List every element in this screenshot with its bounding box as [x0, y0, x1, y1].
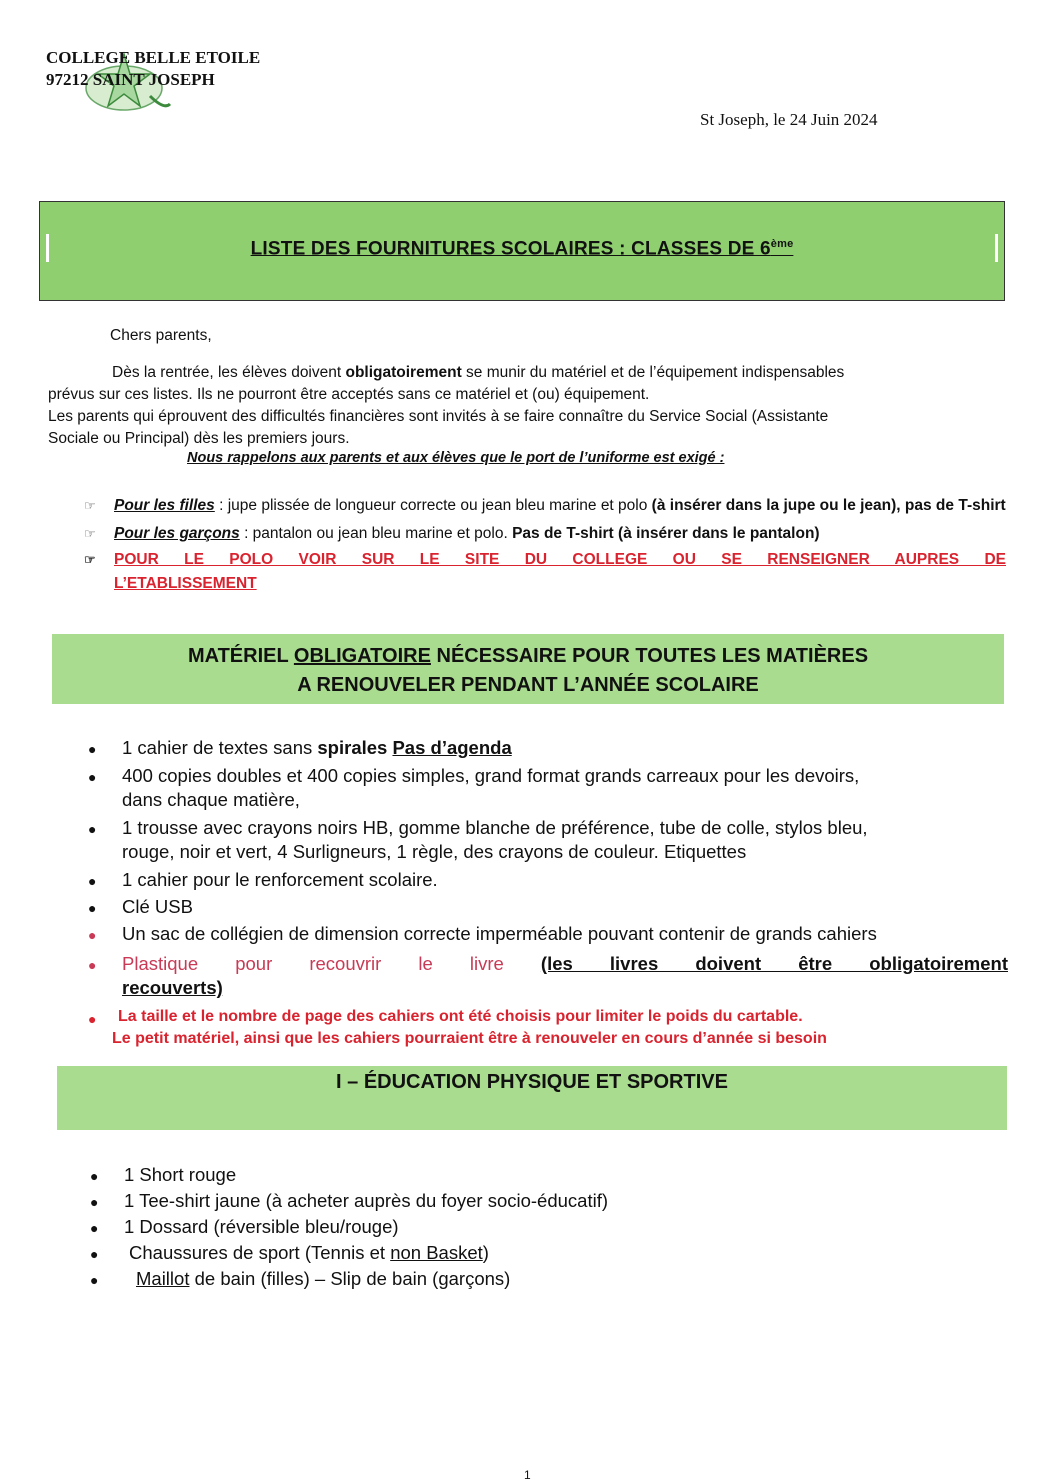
- section-materials-line1: [52, 642, 1004, 671]
- item3-line2: rouge, noir et vert, 4 Surligneurs, 1 règle, des crayons de couleur. Etiquettes: [122, 841, 747, 862]
- item4-text: 1 cahier pour le renforcement scolaire.: [122, 869, 438, 890]
- uniform-item-polo: [84, 548, 1006, 596]
- intro-p1-line1: [48, 362, 1004, 384]
- intro-p1-text-b: se munir du matériel et de l’équipement indispensables: [461, 364, 845, 381]
- eps-item4-underlined: non Basket: [390, 1242, 483, 1263]
- school-name: [46, 47, 260, 91]
- page-number: 1: [524, 1468, 531, 1482]
- materials-list: [88, 736, 1008, 1050]
- bullet-icon: ●: [88, 873, 97, 889]
- section1-line1-a: MATÉRIEL: [187, 645, 294, 667]
- item7-line1: [122, 952, 1008, 976]
- page-title-sup: ème: [770, 238, 794, 250]
- intro-p1-line2: prévus sur ces listes. Ils ne pourront être acceptés sans ce matériel et (ou) équipement.: [48, 386, 650, 403]
- eps-list: [90, 1163, 1010, 1291]
- item1-underlined: Pas d’agenda: [392, 737, 512, 758]
- bullet-icon: ●: [88, 821, 97, 837]
- item6-text: Un sac de collégien de dimension correcte imperméable pouvant contenir de grands cahiers: [122, 923, 877, 944]
- eps-item3: 1 Dossard (réversible bleu/rouge): [124, 1216, 399, 1237]
- page-title: [40, 238, 1004, 260]
- list-item: [88, 816, 1008, 864]
- bullet-icon: ●: [88, 957, 97, 973]
- boys-label: Pour les garçons: [114, 525, 240, 542]
- uniform-item-girls: [84, 494, 1006, 518]
- bullet-icon: ●: [88, 900, 97, 916]
- eps-item1: 1 Short rouge: [124, 1164, 237, 1185]
- girls-bold: (à insérer dans la jupe ou le jean), pas de T-shirt: [651, 497, 1006, 514]
- boys-text: : pantalon ou jean bleu marine et polo.: [239, 525, 513, 542]
- girls-label: Pour les filles: [114, 497, 215, 514]
- bullet-icon: ●: [90, 1246, 99, 1262]
- list-item: [90, 1267, 1010, 1291]
- pointing-hand-icon: ☞: [84, 526, 96, 541]
- greeting: Chers parents,: [110, 327, 212, 344]
- eps-item5-b: de bain (filles) – Slip de bain (garçons): [189, 1268, 511, 1289]
- intro-paragraph-1: [48, 362, 1004, 450]
- bullet-icon: ●: [88, 927, 97, 943]
- list-item: [88, 868, 1008, 892]
- bullet-icon: ●: [90, 1168, 99, 1184]
- list-item: [88, 1006, 1008, 1050]
- item8-line1: La taille et le nombre de page des cahiers ont été choisis pour limiter le poids du cartable.: [118, 1008, 803, 1025]
- section1-line1-b: NÉCESSAIRE POUR TOUTES LES MATIÈRES: [430, 645, 869, 667]
- item1-text: 1 cahier de textes sans: [122, 737, 318, 758]
- bullet-icon: ●: [90, 1272, 99, 1288]
- page-title-text: LISTE DES FOURNITURES SCOLAIRES : CLASSES DE 6: [250, 238, 771, 260]
- list-item: [88, 764, 1008, 812]
- item2-line2: dans chaque matière,: [122, 789, 300, 810]
- list-item: [88, 736, 1008, 760]
- eps-item4-a: Chaussures de sport (Tennis et: [129, 1242, 391, 1263]
- girls-text: : jupe plissée de longueur correcte ou jean bleu marine et polo: [214, 497, 652, 514]
- list-item: [90, 1189, 1010, 1213]
- item7-line2: [122, 976, 1008, 1000]
- school-line-2: 97212 SAINT JOSEPH: [46, 70, 215, 89]
- intro-p2-line1: Les parents qui éprouvent des difficultés financières sont invités à se faire connaître du Service Social (Assistante: [48, 408, 829, 425]
- intro-p2-line2: Sociale ou Principal) dès les premiers jours.: [48, 430, 350, 447]
- item5-text: Clé USB: [122, 896, 193, 917]
- list-item: [88, 895, 1008, 919]
- item1-bold: spirales: [317, 737, 388, 758]
- section-eps-title: I – ÉDUCATION PHYSIQUE ET SPORTIVE: [336, 1071, 728, 1093]
- section-materials-line2: A RENOUVELER PENDANT L’ANNÉE SCOLAIRE: [297, 674, 759, 696]
- letter-date: St Joseph, le 24 Juin 2024: [700, 110, 878, 129]
- list-item: [90, 1215, 1010, 1239]
- item7-bold-line1: (les livres doivent être obligatoirement: [540, 953, 1008, 974]
- eps-item4-b: ): [482, 1242, 489, 1263]
- intro-p1-text-a: Dès la rentrée, les élèves doivent: [112, 364, 346, 381]
- bullet-icon: ●: [88, 741, 97, 757]
- uniform-list: [84, 494, 1006, 596]
- item2-line1: 400 copies doubles et 400 copies simples, grand format grands carreaux pour les devoirs,: [122, 765, 860, 786]
- list-item: [90, 1163, 1010, 1187]
- title-box: [39, 201, 1005, 301]
- school-line-1: COLLEGE BELLE ETOILE: [46, 48, 261, 67]
- uniform-notice: Nous rappelons aux parents et aux élèves que le port de l’uniforme est exigé :: [187, 450, 725, 466]
- pointing-hand-icon: ☞: [84, 498, 96, 513]
- bullet-icon: ●: [90, 1220, 99, 1236]
- item7-text: Plastique pour recouvrir le livre: [122, 953, 541, 974]
- item7-bold-line2: recouverts): [122, 977, 223, 998]
- uniform-item-boys: [84, 522, 1006, 546]
- section-materials-header: [52, 634, 1004, 704]
- item3-line1: 1 trousse avec crayons noirs HB, gomme blanche de préférence, tube de colle, stylos bleu,: [122, 817, 868, 838]
- eps-item5-underlined: Maillot: [136, 1268, 190, 1289]
- section1-line1-underlined: OBLIGATOIRE: [293, 645, 431, 667]
- section-eps-header: [57, 1066, 1007, 1130]
- item8-line2: Le petit matériel, ainsi que les cahiers pourraient être à renouveler en cours d’année si besoin: [112, 1030, 827, 1047]
- bullet-icon: ●: [88, 769, 97, 785]
- list-item: [88, 922, 1008, 946]
- pointing-hand-icon: ☞: [84, 552, 96, 567]
- bullet-icon: ●: [88, 1011, 97, 1027]
- list-item: [88, 952, 1008, 1000]
- eps-item2: 1 Tee-shirt jaune (à acheter auprès du foyer socio-éducatif): [124, 1190, 609, 1211]
- list-item: [90, 1241, 1010, 1265]
- bullet-icon: ●: [90, 1194, 99, 1210]
- polo-line-1: POUR LE POLO VOIR SUR LE SITE DU COLLEGE OU SE RENSEIGNER AUPRES DE: [114, 551, 1006, 568]
- boys-bold: Pas de T-shirt (à insérer dans le pantalon): [512, 525, 820, 542]
- intro-p1-bold: obligatoirement: [345, 364, 462, 381]
- polo-line-2: L’ETABLISSEMENT: [114, 575, 257, 592]
